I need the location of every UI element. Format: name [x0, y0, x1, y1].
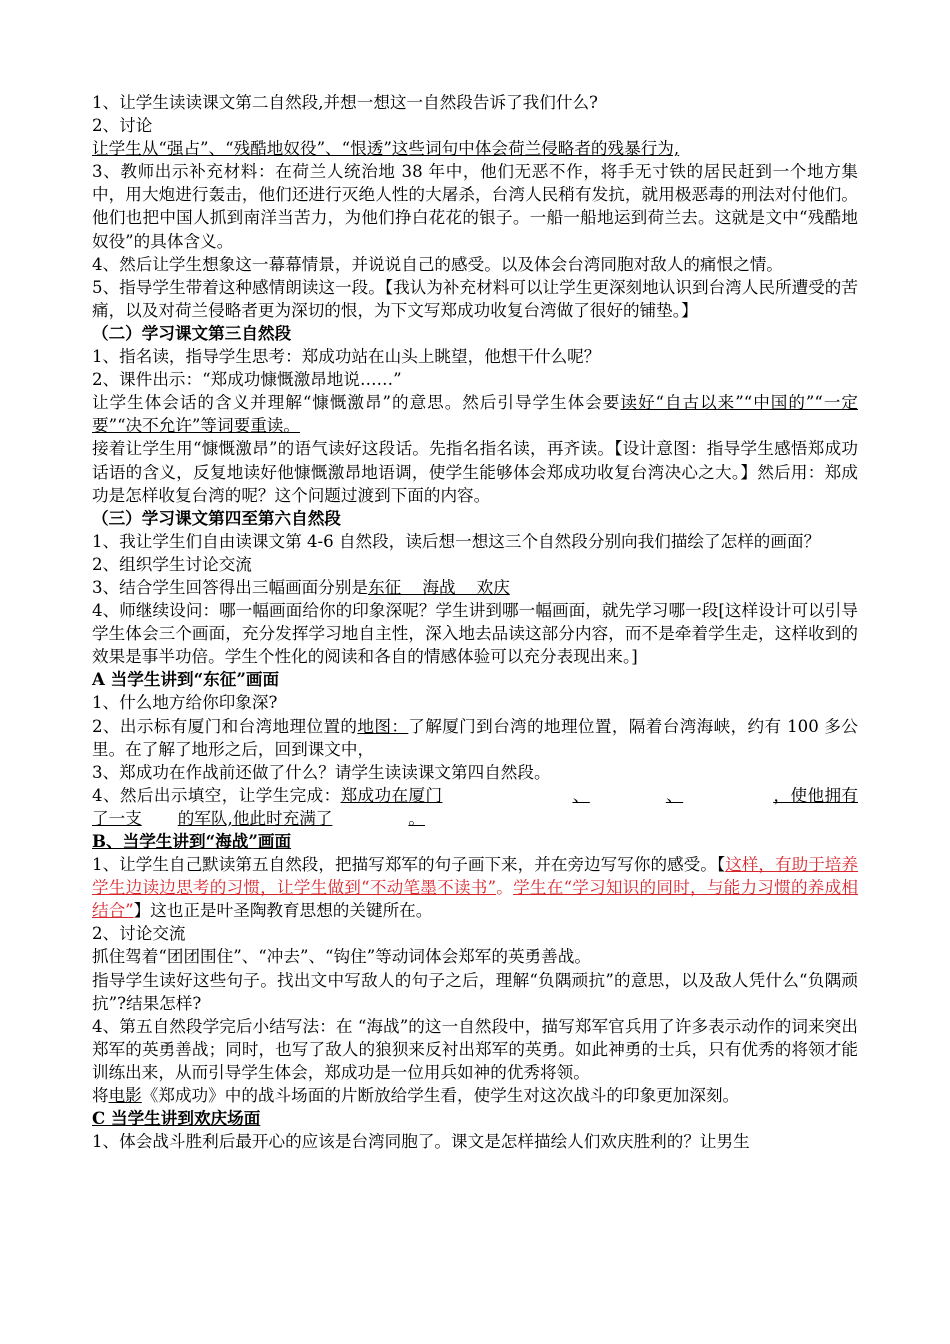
- item-5-reading-note: 5、指导学生带着这种感情朗读这一段。【我认为补充材料可以让学生更深刻地认识到台湾人民所遭受的苦痛，以及对荷兰侵略者更为深切的恨，为下文写郑成功收复台湾做了很好的铺垫。】: [92, 277, 858, 320]
- movie-prefix: 将: [92, 1086, 109, 1106]
- fill-in-part-3: 的军队,他此时充满了: [177, 808, 333, 828]
- fill-in-sep-1: 、: [572, 785, 590, 805]
- section2-item-2: 2、课件出示：“郑成功慷慨激昂地说……”: [92, 370, 402, 390]
- section3-item-4: 4、师继续设问：哪一幅画面给你的印象深呢？学生讲到哪一幅画面，就先学习哪一段[这样设计可以引导学生体会三个画面，充分发挥学习地自主性，深入地去品读这部分内容，而不是牵着学生走，这样收到的效果是事半功倍。学生个性化的阅读和各自的情感体验可以充分表现出来。]: [92, 601, 858, 667]
- section3-item-1: 1、我让学生们自由读课文第 4-6 自然段，读后想一想这三个自然段分别向我们描绘了怎样的画面？: [92, 531, 821, 551]
- fill-in-intro: 4、然后出示填空，让学生完成：: [92, 785, 341, 805]
- fill-in-end: 。: [408, 808, 425, 828]
- emphasis-words: 读好“自古以来”“中国的”“一定要”“决不允许”等词要重读。: [92, 393, 859, 436]
- supplementary-material: 3、教师出示补充材料：在荷兰人统治地 38 年中，他们无恶不作，将手无寸铁的居民赶到一个地方集中，用大炮进行轰击，他们还进行灭绝人性的大屠杀，台湾人民稍有发抗，就用极恶毒的刑法对付他们。他们也把中国人抓到南洋当苦力，为他们挣白花花的银子。一船一船地运到荷兰去。这就是文中“残酷地奴役”的具体含义。: [92, 162, 858, 251]
- movie-link[interactable]: 电影: [108, 1086, 142, 1106]
- b-item-1-red-1: 这样，有助于培养学生边读边思考的习惯，让学生做到“不动笔墨不读书”: [92, 855, 859, 898]
- section2-understand-paragraph: [92, 391, 858, 437]
- map-intro: 2、出示标有厦门和台湾地理位置的: [92, 716, 358, 736]
- b-verbs-line: 抓住驾着“团团围住”、“冲去”、“钩住”等动词体会郑军的英勇善战。: [92, 947, 591, 967]
- three-scenes-text: 3、结合学生回答得出三幅画面分别是: [92, 577, 369, 597]
- section3-item-2: 2、组织学生讨论交流: [92, 554, 252, 574]
- heading-b-sea-battle: B、当学生讲到“海战”画面: [92, 831, 292, 851]
- section2-item-1: 1、指名读，指导学生思考：郑成功站在山头上眺望，他想干什么呢？: [92, 347, 601, 367]
- b-item-1-sep: 。: [496, 878, 514, 898]
- item-1-question: 1、让学生读读课文第二自然段,并想一想这一自然段告诉了我们什么?: [92, 93, 598, 112]
- item-4-imagine: 4、然后让学生想象这一幕幕情景，并说说自己的感受。以及体会台湾同胞对敌人的痛恨之情。: [92, 254, 783, 274]
- heading-c-celebration: C 当学生讲到欢庆场面: [92, 1108, 261, 1129]
- section-heading-3: （三）学习课文第四至第六自然段: [92, 507, 341, 528]
- b-item-1: [92, 853, 858, 922]
- b-item-1-red-2: 学生在“学习知识的同时，与能力习惯的养成相结合”: [92, 878, 858, 921]
- item-2-discussion: 2、讨论: [92, 116, 153, 136]
- a-item-3: 3、郑成功在作战前还做了什么？请学生读读课文第四自然段。: [92, 762, 551, 782]
- b-guide-reading: 指导学生读好这些句子。找出文中写敌人的句子之后，理解“负隅顽抗”的意思，以及敌人凭什么“负隅顽抗”?结果怎样?: [92, 970, 858, 1013]
- a-item-4-fill-in: [92, 784, 858, 830]
- b-item-4-summary: 4、第五自然段学完后小结写法：在 “海战”的这一自然段中，描写郑军官兵用了许多表示动作的词来突出郑军的英勇善战；同时，也写了敌人的狼狈来反衬出郑军的英勇。如此神勇的士兵，只有优秀的将领才能训练出来，从而引导学生体会，郑成功是一位用兵如神的优秀将领。: [92, 1016, 858, 1082]
- movie-text: 《郑成功》中的战斗场面的片断放给学生看，使学生对这次战斗的印象更加深刻。: [141, 1086, 740, 1106]
- three-scenes-names: 东征 海战 欢庆: [368, 577, 510, 597]
- fill-in-part-1: 郑成功在厦门: [340, 785, 443, 805]
- c-item-1: 1、体会战斗胜利后最开心的应该是台湾同胞了。课文是怎样描绘人们欢庆胜利的？让男生: [92, 1132, 750, 1152]
- a-item-1: 1、什么地方给你印象深?: [92, 693, 278, 713]
- b-item-1-tail: 】这也正是叶圣陶教育思想的关键所在。: [133, 901, 433, 921]
- b-item-1-text: 1、让学生自己默读第五自然段，把描写郑军的句子画下来，并在旁边写写你的感受。【: [92, 855, 726, 875]
- fill-in-sep-2: 、: [665, 785, 684, 805]
- map-explanation: 了解厦门到台湾的地理位置，隔着台湾海峡，约有 100 多公里。在了解了地形之后，回到课文中，: [92, 716, 858, 759]
- fill-in-part-2: ，使他拥有了一支: [92, 785, 859, 828]
- section-heading-2: （二）学习课文第三自然段: [92, 322, 292, 343]
- b-item-2: 2、讨论交流: [92, 924, 186, 944]
- heading-a-east-expedition: A 当学生讲到“东征”画面: [92, 669, 280, 690]
- section2-design-intent: 接着让学生用“慷慨激昂”的语气读好这段话。先指名指名读，再齐读。【设计意图：指导学生感悟郑成功话语的含义，反复地读好他慷慨激昂地语调，使学生能够体会郑成功收复台湾决心之大。】然后用：郑成功是怎样收复台湾的呢？这个问题过渡到下面的内容。: [92, 439, 858, 505]
- discussion-words-line: 让学生从“强占”、“残酷地奴役”、“恨透”这些词句中体会荷兰侵略者的残暴行为,: [92, 139, 680, 159]
- map-link[interactable]: 地图：: [357, 716, 409, 736]
- understand-text: 让学生体会话的含义并理解“慷慨激昂”的意思。然后引导学生体会要: [92, 393, 621, 413]
- section3-item-3: [92, 576, 858, 599]
- b-movie-line: [92, 1084, 858, 1107]
- a-item-2-map: [92, 715, 858, 761]
